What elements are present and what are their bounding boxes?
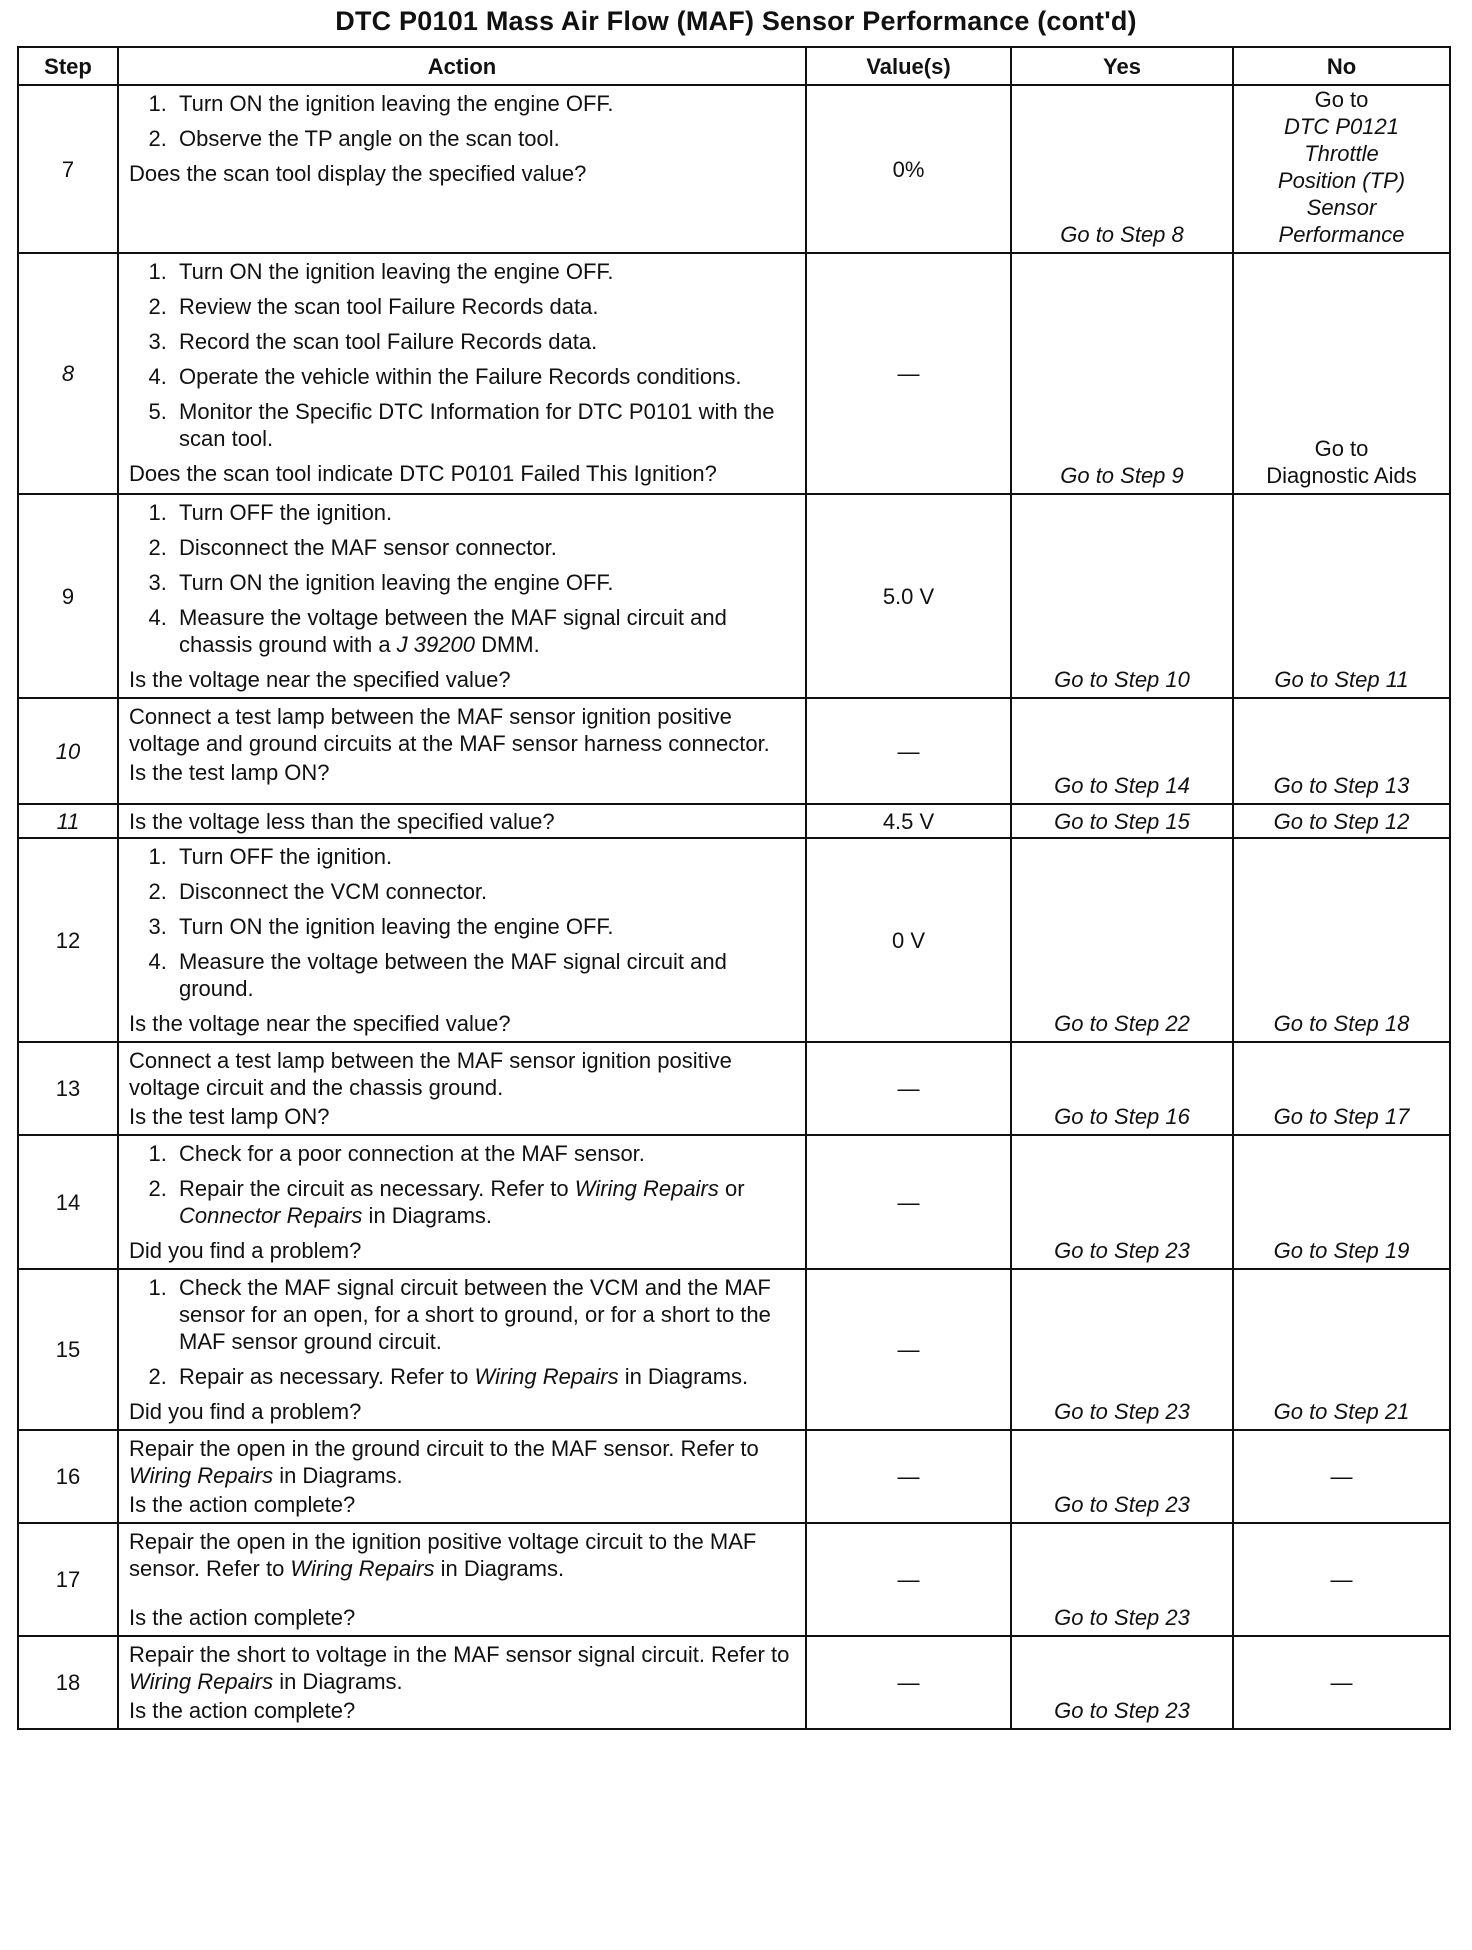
no-cell: [1233, 85, 1450, 253]
value-cell: 0 V: [806, 838, 1011, 1042]
action-step: 5. Monitor the Specific DTC Information for DTC P0101 with the scan tool.: [173, 398, 797, 452]
action-question: Is the voltage near the specified value?: [129, 667, 511, 692]
action-question: Is the test lamp ON?: [129, 1104, 330, 1129]
yes-cell: Go to Step 9: [1011, 253, 1233, 494]
action-steps: [129, 1140, 797, 1229]
no-cell: Go to Step 19: [1233, 1135, 1450, 1269]
value-cell: 0%: [806, 85, 1011, 253]
action-step: 2. Review the scan tool Failure Records data.: [173, 293, 797, 320]
table-row: [18, 253, 1450, 494]
action-question: Did you find a problem?: [129, 1238, 362, 1263]
value-cell: —: [806, 253, 1011, 494]
reference: Connector Repairs: [179, 1203, 363, 1228]
action-question: Did you find a problem?: [129, 1399, 362, 1424]
no-line: Sensor: [1306, 195, 1377, 220]
action-text-part: in Diagrams.: [273, 1463, 403, 1488]
yes-cell: Go to Step 15: [1011, 804, 1233, 838]
action-step: 4. Measure the voltage between the MAF signal circuit and ground.: [173, 948, 797, 1002]
header-no: No: [1233, 47, 1450, 85]
step-number: 8: [18, 253, 118, 494]
table-row: [18, 1042, 1450, 1135]
action-cell: [118, 804, 806, 838]
yes-cell: Go to Step 23: [1011, 1269, 1233, 1430]
action-question: Is the voltage less than the specified value?: [129, 808, 555, 834]
action-cell: [118, 1135, 806, 1269]
table-row: [18, 1523, 1450, 1636]
step-text: Repair the circuit as necessary. Refer to: [179, 1176, 575, 1201]
action-cell: [118, 1636, 806, 1729]
no-line: Position (TP): [1277, 168, 1406, 193]
step-number: 7: [18, 85, 118, 253]
action-steps: [129, 258, 797, 452]
action-cell: [118, 1269, 806, 1430]
value-cell: —: [806, 1135, 1011, 1269]
no-line: Diagnostic Aids: [1266, 463, 1417, 488]
yes-cell: Go to Step 23: [1011, 1135, 1233, 1269]
action-text: Connect a test lamp between the MAF sensor ignition positive voltage and ground circuits at the MAF sensor harness connector.: [129, 704, 770, 756]
reference: Wiring Repairs: [129, 1463, 274, 1488]
action-text-part: in Diagrams.: [273, 1669, 403, 1694]
action-step: 3. Turn ON the ignition leaving the engine OFF.: [173, 913, 797, 940]
table-row: [18, 838, 1450, 1042]
step-text: in Diagrams.: [618, 1364, 749, 1389]
no-line: DTC P0121: [1284, 114, 1399, 139]
step-text: or: [718, 1176, 745, 1201]
no-cell: Go to Step 12: [1233, 804, 1450, 838]
no-cell: —: [1233, 1523, 1450, 1636]
step-number: 13: [18, 1042, 118, 1135]
action-text-part: Repair the open in the ignition positive voltage circuit to the MAF sensor. Refer to: [129, 1529, 757, 1581]
action-question: Is the action complete?: [129, 1698, 356, 1723]
action-cell: [118, 494, 806, 698]
action-question: Is the voltage near the specified value?: [129, 1011, 511, 1036]
action-cell: [118, 1523, 806, 1636]
value-cell: —: [806, 1042, 1011, 1135]
step-number: 14: [18, 1135, 118, 1269]
action-cell: [118, 838, 806, 1042]
page-title: DTC P0101 Mass Air Flow (MAF) Sensor Performance (cont'd): [335, 6, 1137, 36]
no-cell: Go to Step 17: [1233, 1042, 1450, 1135]
value-cell: —: [806, 698, 1011, 804]
action-cell: [118, 698, 806, 804]
action-cell: [118, 1042, 806, 1135]
action-text-part: Repair the open in the ground circuit to the MAF sensor. Refer to: [129, 1436, 759, 1461]
action-step: 4. Operate the vehicle within the Failure Records conditions.: [173, 363, 797, 390]
value-cell: 4.5 V: [806, 804, 1011, 838]
value-cell: 5.0 V: [806, 494, 1011, 698]
action-steps: [129, 1274, 797, 1390]
header-step: Step: [18, 47, 118, 85]
action-question: Is the action complete?: [129, 1605, 356, 1630]
action-step: [173, 1175, 797, 1229]
action-step: [173, 604, 797, 658]
table-row: [18, 85, 1450, 253]
action-text: Connect a test lamp between the MAF sensor ignition positive voltage circuit and the chassis ground.: [129, 1048, 732, 1100]
no-cell: Go to Step 21: [1233, 1269, 1450, 1430]
reference: Wiring Repairs: [574, 1176, 719, 1201]
action-step: 1. Check the MAF signal circuit between the VCM and the MAF sensor for an open, for a short to ground, or for a short to the MAF sensor ground circuit.: [173, 1274, 797, 1355]
action-text: [129, 1435, 797, 1489]
action-step: 1. Turn OFF the ignition.: [173, 843, 797, 870]
action-step: 2. Disconnect the VCM connector.: [173, 878, 797, 905]
no-cell: —: [1233, 1636, 1450, 1729]
action-question: Does the scan tool display the specified value?: [129, 161, 587, 186]
yes-cell: Go to Step 16: [1011, 1042, 1233, 1135]
no-cell: Go to Step 13: [1233, 698, 1450, 804]
action-steps: [129, 499, 797, 658]
action-step: 1. Turn OFF the ignition.: [173, 499, 797, 526]
yes-cell: Go to Step 10: [1011, 494, 1233, 698]
step-text: DMM.: [474, 632, 540, 657]
action-question: Is the action complete?: [129, 1492, 356, 1517]
reference: Wiring Repairs: [290, 1556, 435, 1581]
diagnostic-table: [17, 46, 1451, 1730]
step-number: 17: [18, 1523, 118, 1636]
action-step: 1. Turn ON the ignition leaving the engine OFF.: [173, 90, 797, 117]
table-row: [18, 804, 1450, 838]
value-cell: —: [806, 1430, 1011, 1523]
value-cell: —: [806, 1523, 1011, 1636]
yes-cell: Go to Step 23: [1011, 1523, 1233, 1636]
no-cell: Go to Step 18: [1233, 838, 1450, 1042]
action-step: 1. Turn ON the ignition leaving the engine OFF.: [173, 258, 797, 285]
header-row: [18, 47, 1450, 85]
action-steps: [129, 90, 797, 152]
table-row: [18, 1636, 1450, 1729]
action-text-part: Repair the short to voltage in the MAF sensor signal circuit. Refer to: [129, 1642, 790, 1667]
action-cell: [118, 253, 806, 494]
step-text: in Diagrams.: [362, 1203, 493, 1228]
table-row: [18, 1135, 1450, 1269]
step-number: 15: [18, 1269, 118, 1430]
value-cell: —: [806, 1269, 1011, 1430]
step-text: Repair as necessary. Refer to: [179, 1364, 475, 1389]
action-text: [129, 1528, 797, 1582]
no-line: Performance: [1278, 222, 1405, 247]
action-question: Does the scan tool indicate DTC P0101 Failed This Ignition?: [129, 461, 717, 486]
reference: Wiring Repairs: [129, 1669, 274, 1694]
no-cell: Go to Step 11: [1233, 494, 1450, 698]
header-yes: Yes: [1011, 47, 1233, 85]
yes-cell: Go to Step 23: [1011, 1430, 1233, 1523]
action-steps: [129, 843, 797, 1002]
step-number: 16: [18, 1430, 118, 1523]
yes-cell: Go to Step 8: [1011, 85, 1233, 253]
value-cell: —: [806, 1636, 1011, 1729]
header-values: Value(s): [806, 47, 1011, 85]
step-text: Measure the voltage between the MAF signal circuit and chassis ground with a: [179, 605, 727, 657]
step-number: 9: [18, 494, 118, 698]
action-question: Is the test lamp ON?: [129, 760, 330, 785]
table-row: [18, 1269, 1450, 1430]
header-action: Action: [118, 47, 806, 85]
yes-cell: Go to Step 23: [1011, 1636, 1233, 1729]
action-step: 3. Turn ON the ignition leaving the engine OFF.: [173, 569, 797, 596]
action-step: 2. Disconnect the MAF sensor connector.: [173, 534, 797, 561]
action-cell: [118, 85, 806, 253]
yes-cell: Go to Step 22: [1011, 838, 1233, 1042]
no-cell: [1233, 253, 1450, 494]
action-cell: [118, 1430, 806, 1523]
table-row: [18, 698, 1450, 804]
step-number: 10: [18, 698, 118, 804]
step-number: 12: [18, 838, 118, 1042]
action-text-part: in Diagrams.: [434, 1556, 565, 1581]
action-step: 1. Check for a poor connection at the MAF sensor.: [173, 1140, 797, 1167]
no-line: Throttle: [1304, 141, 1379, 166]
action-step: [173, 1363, 797, 1390]
no-line: Go to: [1314, 87, 1369, 112]
no-line: Go to: [1314, 436, 1369, 461]
reference: Wiring Repairs: [474, 1364, 619, 1389]
table-row: [18, 494, 1450, 698]
step-number: 18: [18, 1636, 118, 1729]
action-step: 3. Record the scan tool Failure Records data.: [173, 328, 797, 355]
table-row: [18, 1430, 1450, 1523]
step-number: 11: [18, 804, 118, 838]
tool-reference: J 39200: [396, 632, 475, 657]
action-text: [129, 1641, 797, 1695]
no-cell: —: [1233, 1430, 1450, 1523]
yes-cell: Go to Step 14: [1011, 698, 1233, 804]
action-step: 2. Observe the TP angle on the scan tool.: [173, 125, 797, 152]
